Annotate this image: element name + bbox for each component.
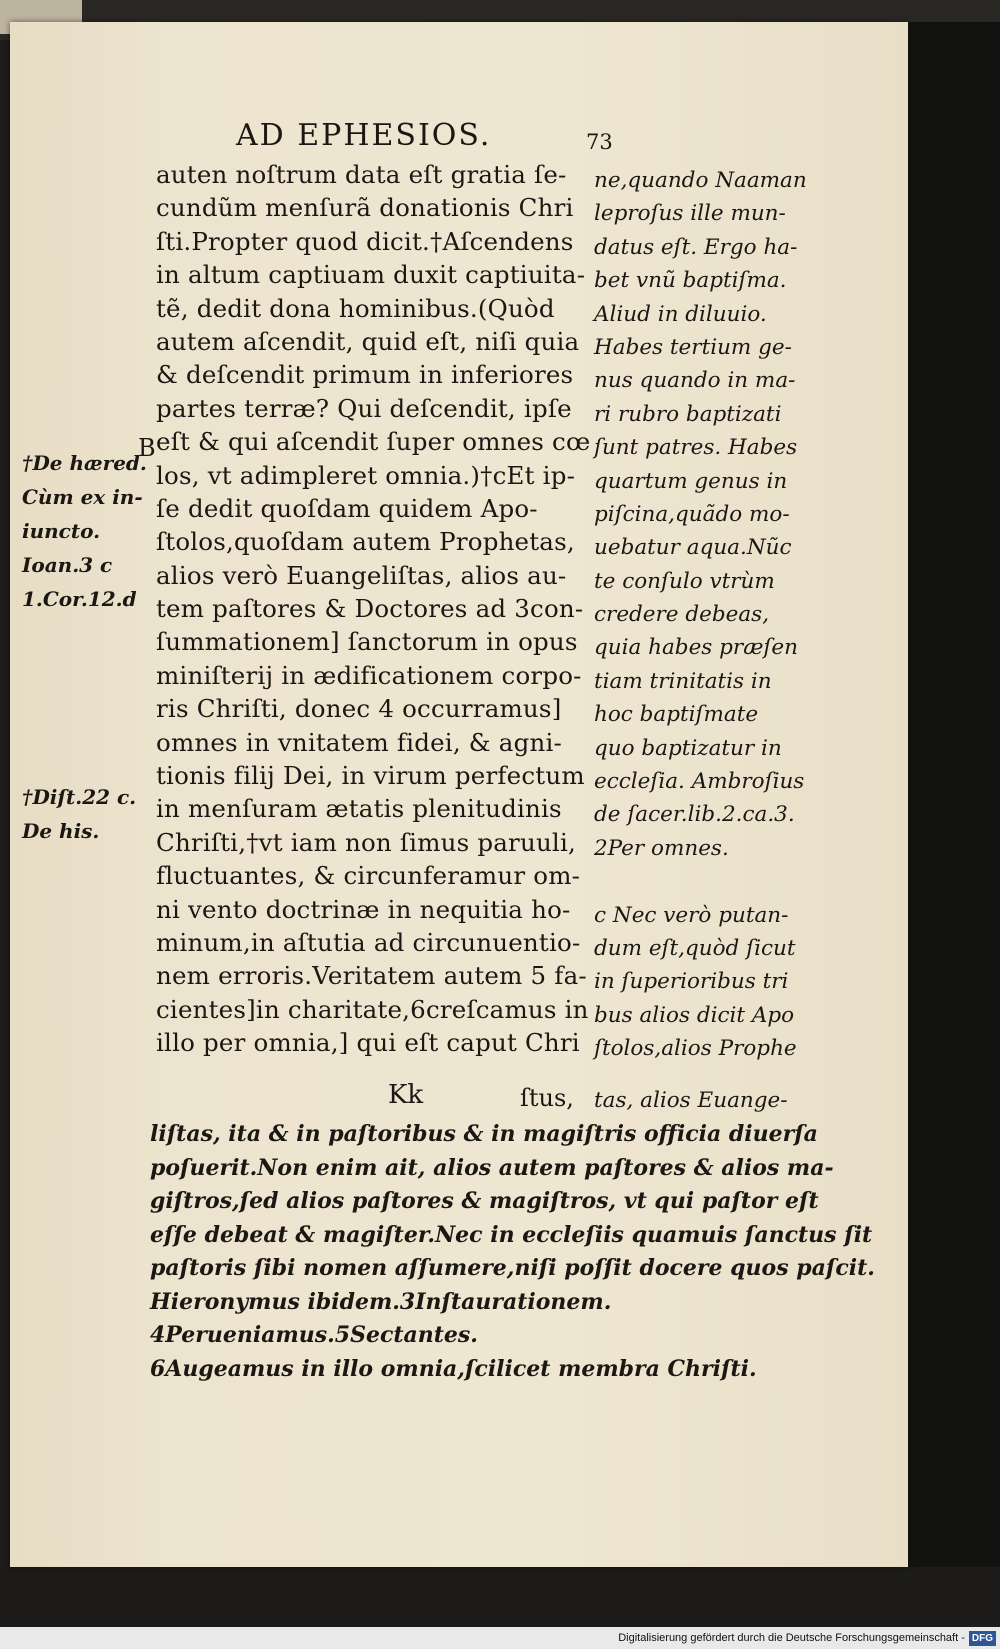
main-text-line: omnes in vnitatem fidei, & agni- <box>156 727 562 757</box>
bottom-note-line: eſſe debeat & magiſter.Nec in eccleſiis quamuis ſanctus ſit <box>150 1221 873 1248</box>
side-note-line: c Nec verò putan- <box>594 902 789 928</box>
left-note-line: Ioan.3 c <box>22 553 113 577</box>
side-note-line: hoc baptiſmate <box>594 702 759 728</box>
main-text-line: minum,in aſtutia ad circunuentio- <box>156 927 581 957</box>
side-note-line: dum eſt,quòd ſicut <box>594 935 796 961</box>
side-note-line: credere debeas, <box>594 602 770 628</box>
main-text-column <box>156 158 590 1060</box>
side-note-line: quartum genus in <box>594 468 788 494</box>
left-note-line: iuncto. <box>22 519 101 543</box>
bottom-note-line: 4Perueniamus.5Sectantes. <box>150 1322 478 1348</box>
main-text-line: cundũm menſurã donationis Chri <box>156 193 574 223</box>
footer-text: Digitalisierung gefördert durch die Deutsche Forschungsgemeinschaft - <box>618 1632 965 1644</box>
main-text-line: ſummationem] ſanctorum in opus <box>156 627 578 657</box>
side-note-line: 2Per omnes. <box>594 835 729 861</box>
main-text-line: & deſcendit primum in inferiores <box>156 360 574 390</box>
left-note-line: Cùm ex in- <box>22 485 143 509</box>
bottom-note-line: Hieronymus ibidem.3Inſtaurationem. <box>150 1288 612 1315</box>
main-text-line: ſtolos,quoſdam autem Prophetas, <box>156 527 575 557</box>
side-note-line: uebatur aqua.Nũc <box>594 535 792 561</box>
page-number: 73 <box>586 130 613 154</box>
side-note-line: ſtolos,alios Prophe <box>594 1036 797 1062</box>
side-note-line: in ſuperioribus tri <box>594 969 789 995</box>
main-text-line: autem aſcendit, quid eſt, niſi quia <box>156 326 580 356</box>
main-text-line: auten noſtrum data eſt gratia ſe- <box>156 160 567 189</box>
catchword: ſtus, <box>520 1084 574 1112</box>
main-text-line: ſe dedit quoſdam quidem Apo- <box>156 493 538 523</box>
side-note-line <box>594 865 807 898</box>
section-marker-b: B <box>138 434 156 462</box>
left-note-line: †Diſt.22 c. <box>22 785 137 809</box>
dfg-logo: DFG <box>969 1631 996 1646</box>
bottom-note-line: liſtas, ita & in paſtoribus & in magiſtris officia diuerſa <box>150 1121 818 1147</box>
left-note-line: 1.Cor.12.d <box>22 587 137 611</box>
main-text-line: eſt & qui aſcendit ſuper omnes cœ <box>156 427 591 457</box>
main-text-line: Chriſti,†vt iam non ſimus paruuli, <box>156 827 576 857</box>
main-text-line: in menſuram ætatis plenitudinis <box>156 794 562 824</box>
left-note-line: De his. <box>22 819 100 843</box>
side-note-line: eccleſia. Ambroſius <box>594 769 805 795</box>
left-note-line: †De hæred. <box>22 451 147 475</box>
main-text-line: fluctuantes, & circunferamur om- <box>156 861 581 891</box>
main-text-line: partes terræ? Qui deſcendit, ipſe <box>156 393 572 423</box>
side-note-line: piſcina,quãdo mo- <box>594 501 790 527</box>
bottom-commentary <box>150 1118 875 1386</box>
main-text-line: miniſterij in ædificationem corpo- <box>156 660 582 690</box>
main-text-line: ſti.Propter quod dicit.†Aſcendens <box>156 226 574 256</box>
main-text-line: tẽ, dedit dona hominibus.(Quòd <box>156 293 555 323</box>
side-commentary-column <box>594 164 807 1066</box>
running-header: AD EPHESIOS. <box>236 118 492 153</box>
side-note-line: ſunt patres. Habes <box>594 435 798 461</box>
left-marginal-notes-lower <box>22 780 136 848</box>
main-text-line: los, vt adimpleret omnia.)†cEt ip- <box>156 460 576 490</box>
side-note-line: de ſacer.lib.2.ca.3. <box>594 802 795 828</box>
main-text-line: cientes]in charitate,6creſcamus in <box>156 994 589 1024</box>
side-note-line: datus eſt. Ergo ha- <box>594 234 798 260</box>
side-note-line: ne,quando Naaman <box>594 168 807 193</box>
bottom-note-line: poſuerit.Non enim ait, alios autem paſtores & alios ma- <box>150 1154 834 1181</box>
footer-bar <box>0 1627 1000 1649</box>
bottom-note-line: paſtoris ſibi nomen aſſumere,niſi poſſit docere quos paſcit. <box>150 1255 875 1281</box>
side-continuation: tas, alios Euange- <box>594 1088 788 1113</box>
side-note-line: Aliud in diluuio. <box>594 301 767 327</box>
side-note-line: ri rubro baptizati <box>594 401 782 427</box>
main-text-line: tem paſtores & Doctores ad 3con- <box>156 594 584 624</box>
side-note-line: quia habes præſen <box>594 635 798 661</box>
main-text-line: ni vento doctrinæ in nequitia ho- <box>156 894 571 924</box>
signature-mark: Kk <box>388 1080 424 1110</box>
left-marginal-notes <box>22 446 147 616</box>
side-note-line: tiam trinitatis in <box>594 668 772 694</box>
main-text-line: illo per omnia,] qui eſt caput Chri <box>156 1028 580 1058</box>
side-note-line: bus alios dicit Apo <box>594 1002 795 1028</box>
side-note-line: quo baptizatur in <box>594 735 782 761</box>
main-text-line: nem erroris.Veritatem autem 5 fa- <box>156 961 587 991</box>
main-text-line: ris Chriſti, donec 4 occurramus] <box>156 694 562 724</box>
main-text-line: alios verò Euangeliſtas, alios au- <box>156 560 567 590</box>
main-text-line: in altum captiuam duxit captiuita- <box>156 260 586 290</box>
side-note-line: Habes tertium ge- <box>594 334 792 360</box>
side-note-line: nus quando in ma- <box>594 368 796 394</box>
side-note-line: te conſulo vtrùm <box>594 568 775 594</box>
right-shadow <box>908 22 1000 1567</box>
main-text-line: tionis filij Dei, in virum perfectum <box>156 761 585 791</box>
bottom-note-line: 6Augeamus in illo omnia,ſcilicet membra Chriſti. <box>150 1355 757 1382</box>
bottom-note-line: giſtros,ſed alios paſtores & magiſtros, vt qui paſtor eſt <box>150 1188 819 1214</box>
side-note-line: bet vnũ baptiſma. <box>594 268 787 294</box>
side-note-line: leproſus ille mun- <box>594 201 786 227</box>
